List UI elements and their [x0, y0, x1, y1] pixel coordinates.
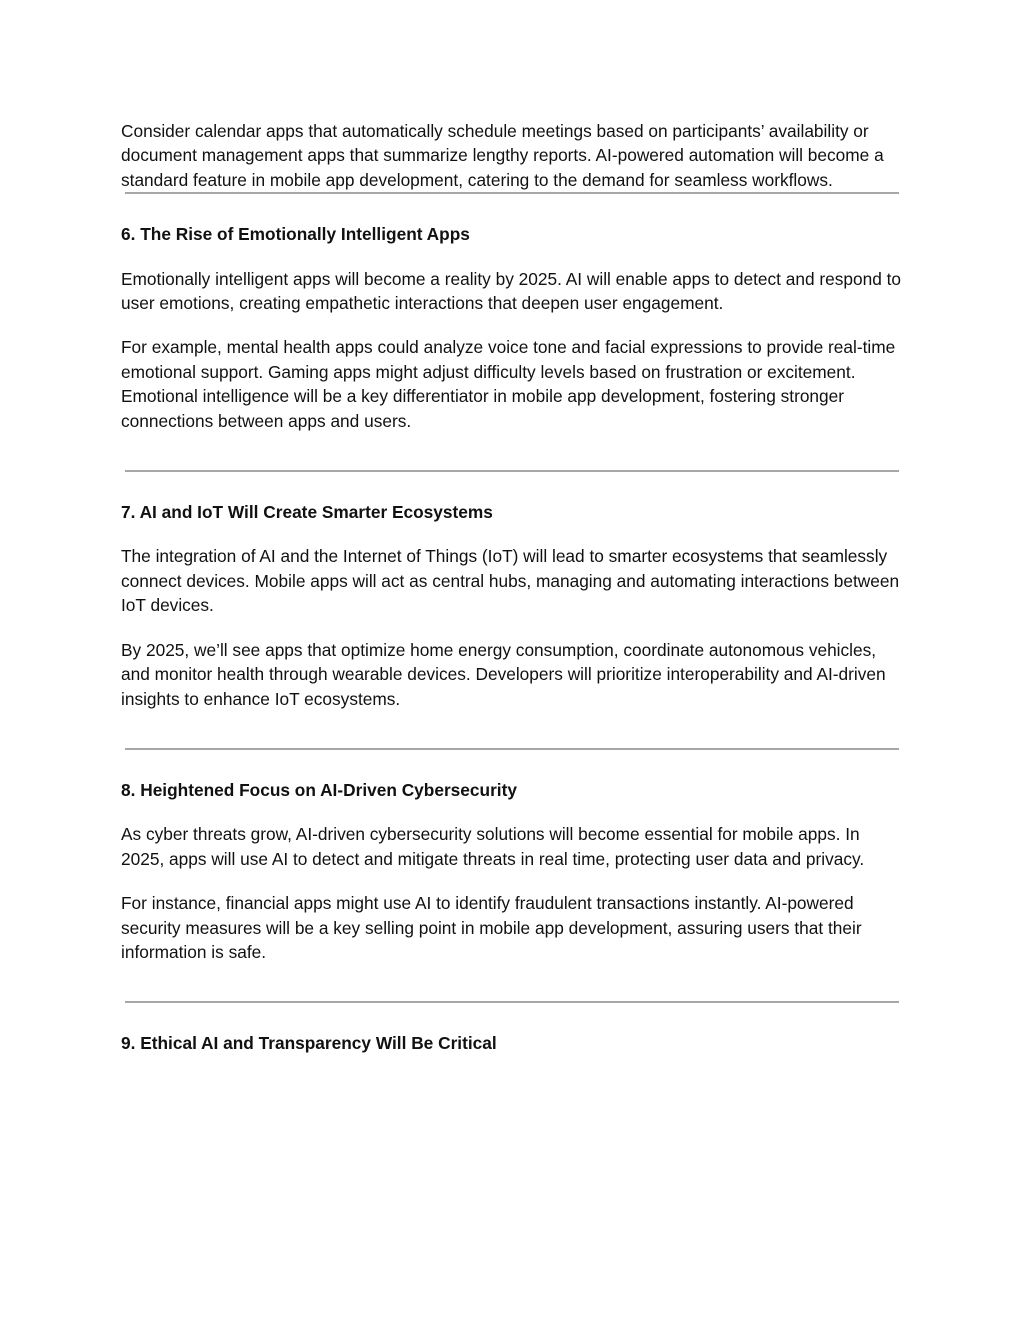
- document-page: [121, 119, 903, 1056]
- section-heading-6: 6. The Rise of Emotionally Intelligent Apps: [121, 224, 470, 245]
- section-8-paragraph-2: For instance, financial apps might use AI to identify fraudulent transactions instantly. AI-powered security measures will be a key selling point in mobile app development, assuring users that their information is safe.: [121, 893, 862, 962]
- section-heading-9: 9. Ethical AI and Transparency Will Be Critical: [121, 1033, 497, 1054]
- intro-paragraph: Consider calendar apps that automatically schedule meetings based on participants’ availability or document management apps that summarize lengthy reports. AI-powered automation will become a standard feature in mobile app development, catering to the demand for seamless workflows.: [121, 121, 884, 190]
- section-8-paragraph-1: As cyber threats grow, AI-driven cybersecurity solutions will become essential for mobile apps. In 2025, apps will use AI to detect and mitigate threats in real time, protecting user data and privacy.: [121, 824, 865, 869]
- section-6-paragraph-2: For example, mental health apps could analyze voice tone and facial expressions to provide real-time emotional support. Gaming apps might adjust difficulty levels based on frustration or excitement. Emotional intelligence will be a key differentiator in mobile app development, fostering stronger connections between apps and users.: [121, 337, 896, 431]
- section-7-paragraph-2: By 2025, we’ll see apps that optimize home energy consumption, coordinate autonomous vehicles, and monitor health through wearable devices. Developers will prioritize interoperability and AI-driven insights to enhance IoT ecosystems.: [121, 639, 886, 709]
- section-heading-8: 8. Heightened Focus on AI-Driven Cybersecurity: [121, 779, 517, 800]
- section-7-paragraph-1: The integration of AI and the Internet of Things (IoT) will lead to smarter ecosystems that seamlessly connect devices. Mobile apps will act as central hubs, managing and automating interactions between IoT devices.: [121, 546, 900, 616]
- section-6-paragraph-1: Emotionally intelligent apps will become a reality by 2025. AI will enable apps to detect and respond to user emotions, creating empathetic interactions that deepen user engagement.: [121, 268, 902, 314]
- section-heading-7: 7. AI and IoT Will Create Smarter Ecosystems: [121, 502, 493, 523]
